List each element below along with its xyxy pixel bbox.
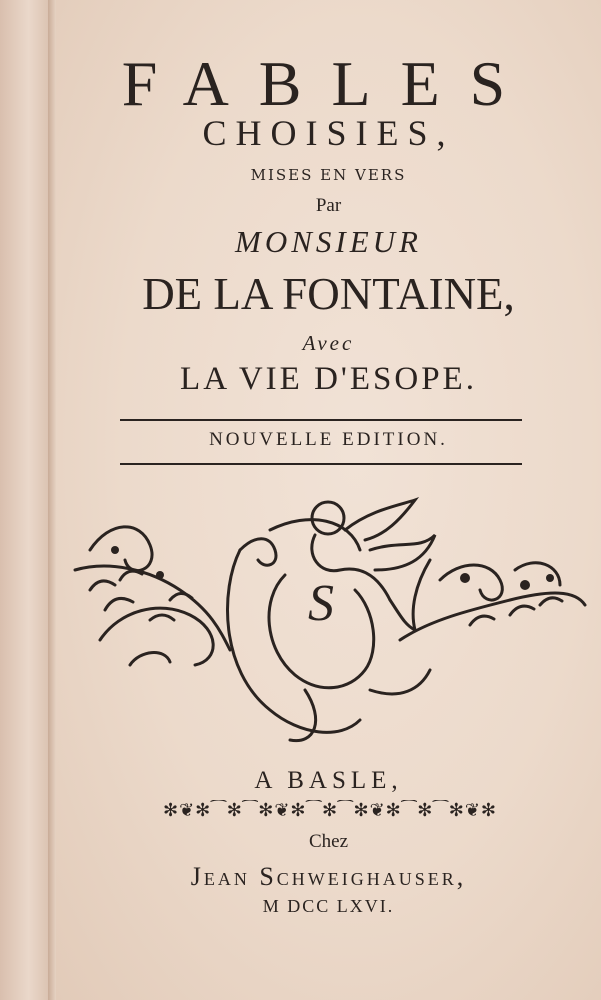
vignette-monogram: S [308,575,334,632]
book-spine [0,0,48,1000]
subtitle-avec: Avec [302,331,355,355]
imprint-chez: Chez [308,831,349,852]
title-fables: FABLES [121,48,536,119]
subtitle-par: Par [315,195,342,216]
rule-top [120,419,522,421]
title-choisies: CHOISIES, [202,113,455,153]
subtitle-la-vie-d-esope: LA VIE D'ESOPE. [180,361,477,397]
subtitle-mises-en-vers: MISES EN VERS [250,166,407,184]
page-gutter [48,0,56,1000]
author-name: DE LA FONTAINE, [142,269,515,319]
ornament-border: ✻❦✻⁀✻⁀✻❦✻⁀✻⁀✻❦✻⁀✻⁀✻❦✻ [162,800,498,821]
imprint-date: M DCC LXVI. [262,896,395,916]
rule-bottom [120,463,522,465]
author-monsieur: MONSIEUR [235,224,422,259]
edition-statement: NOUVELLE EDITION. [209,429,448,450]
imprint-place: A BASLE, [254,767,403,794]
imprint-printer: Jean Schweighauser, [190,862,467,891]
printer-vignette-icon [70,490,590,755]
